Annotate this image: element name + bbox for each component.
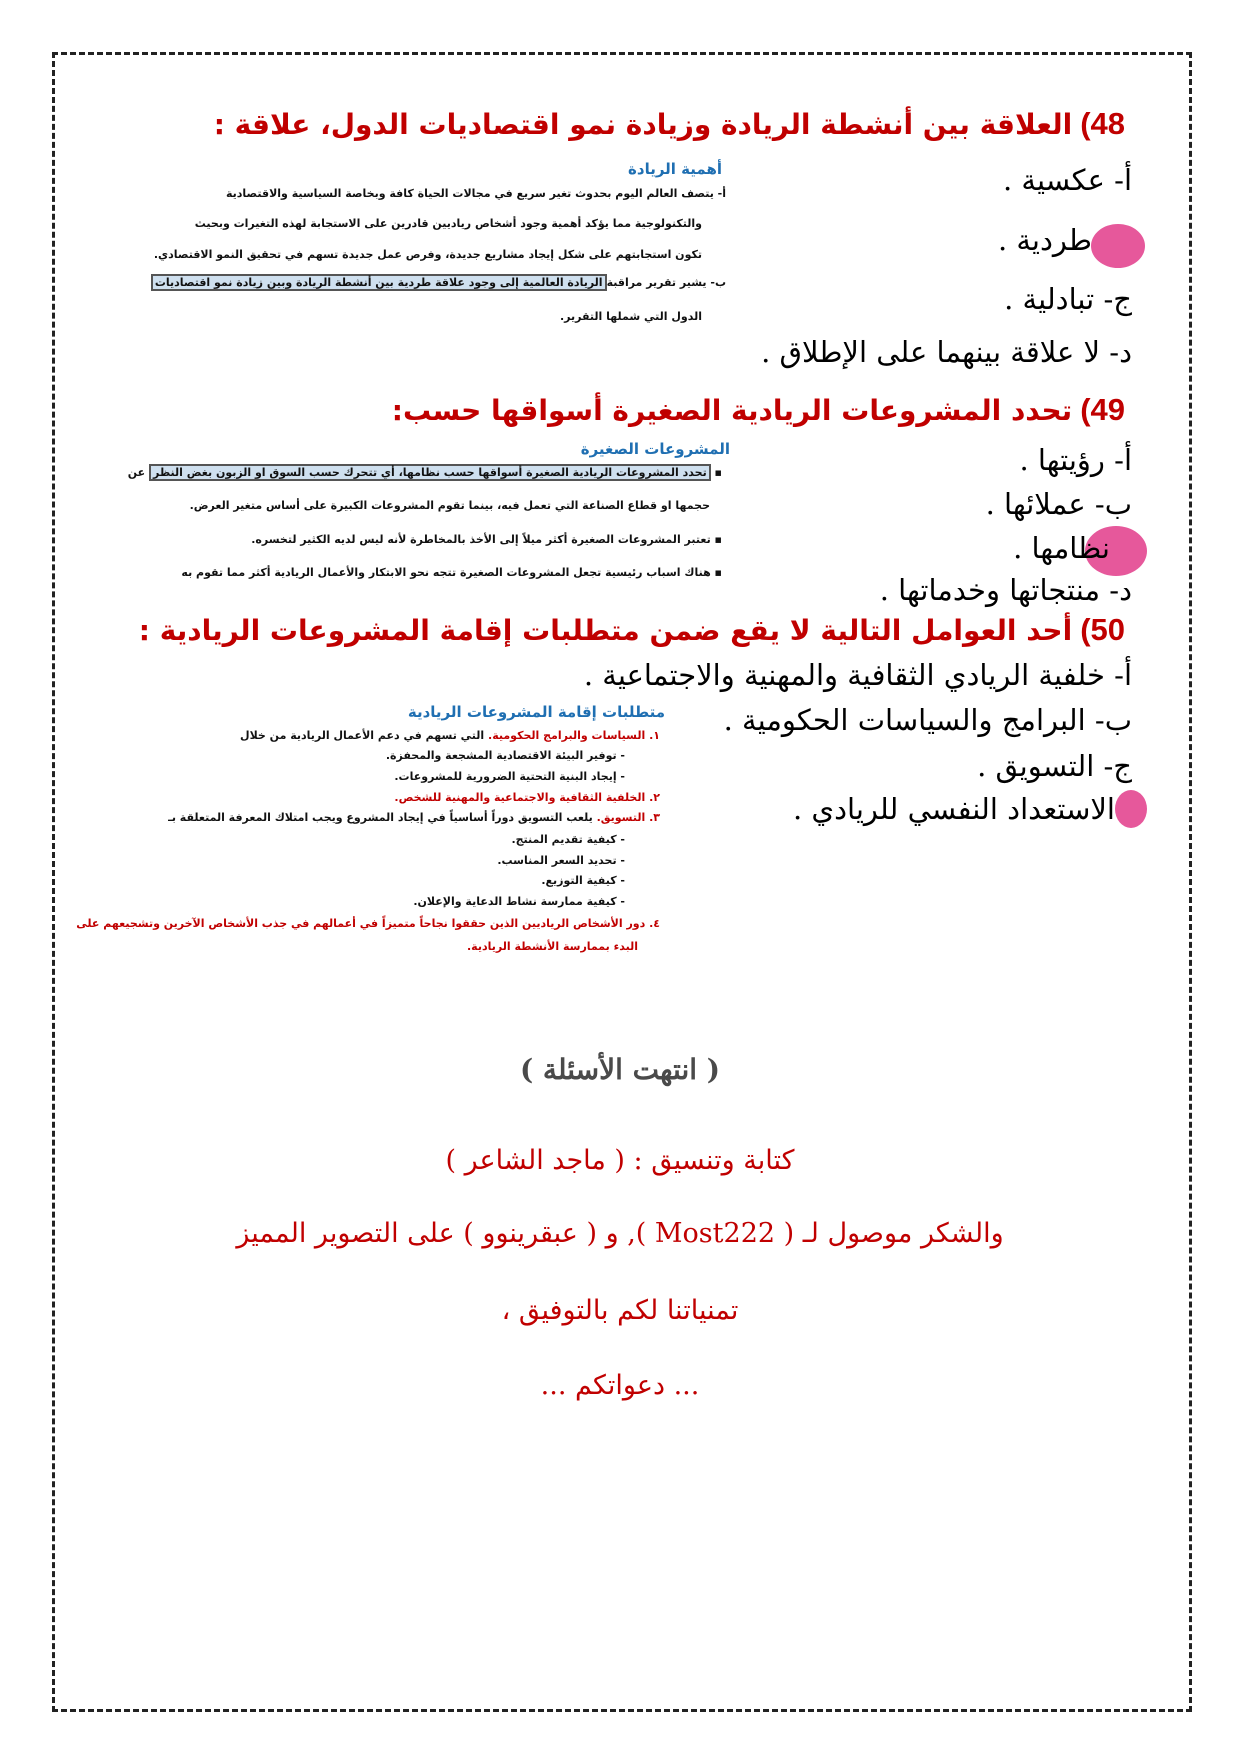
excerpt-line: ٤. دور الأشخاص الرياديين الذين حققوا نجاحاً متميزاً في أعمالهم في جذب الأشخاص الآخرين وتشجيعهم على xyxy=(76,917,660,930)
question-number: 50) xyxy=(1080,612,1125,647)
excerpt-line xyxy=(251,533,722,546)
excerpt-text: ٣. التسويق. xyxy=(596,811,660,824)
excerpt-line xyxy=(181,566,722,579)
wish-line: تمنياتنا لكم بالتوفيق ، xyxy=(501,1295,739,1326)
q49-option-a: أ- رؤيتها . xyxy=(1019,443,1132,477)
q48-option-d: د- لا علاقة بينهما على الإطلاق . xyxy=(761,335,1132,369)
question-number: 48) xyxy=(1080,106,1125,141)
excerpt-title: أهمية الريادة xyxy=(628,160,722,178)
question-text: العلاقة بين أنشطة الريادة وزيادة نمو اقتصاديات الدول، علاقة : xyxy=(213,108,1073,141)
question-49-title xyxy=(392,392,1125,428)
excerpt-text: ١. السياسات والبرامج الحكومية. xyxy=(488,729,660,742)
q50-option-b: ب- البرامج والسياسات الحكومية . xyxy=(723,703,1132,737)
excerpt-line: - إيجاد البنية التحتية الضرورية للمشروعات. xyxy=(394,770,625,783)
q49-option-c: نظامها . xyxy=(1013,531,1110,565)
bullet: ▪ xyxy=(710,533,722,546)
bullet: ▪ xyxy=(710,566,722,579)
excerpt-line: - كيفية ممارسة نشاط الدعاية والإعلان. xyxy=(413,895,625,908)
thanks-line: والشكر موصول لـ ( Most222 ), و ( عبقرينوو ) على التصوير المميز xyxy=(236,1218,1004,1249)
excerpt-title: المشروعات الصغيرة xyxy=(580,440,730,458)
credit-line: كتابة وتنسيق : ( ماجد الشاعر ) xyxy=(445,1145,795,1176)
q50-option-d: الاستعداد النفسي للريادي . xyxy=(792,792,1115,826)
excerpt-text: يلعب التسويق دوراً أساسياً في إيجاد المشروع ويجب امتلاك المعرفة المتعلقة بـ xyxy=(168,811,597,824)
excerpt-line: حجمها او قطاع الصناعة التي تعمل فيه، بينما تقوم المشروعات الكبيرة على أساس متغير العرض. xyxy=(189,499,710,512)
excerpt-highlight: تحدد المشروعات الريادية الصغيرة أسواقها حسب نظامها، أي تتحرك حسب السوق او الزبون بغض النظر xyxy=(149,464,711,481)
end-of-questions: ( انتهت الأسئلة ) xyxy=(519,1053,721,1086)
excerpt-line: ٢. الخلفية الثقافية والاجتماعية والمهنية للشخص. xyxy=(394,791,660,804)
excerpt-text: ب- يشير تقرير مراقبة xyxy=(606,276,726,289)
answer-mark-circle xyxy=(1091,224,1145,268)
q50-option-c: ج- التسويق . xyxy=(977,749,1132,783)
q48-option-b: طردية . xyxy=(997,223,1092,257)
excerpt-line xyxy=(128,466,722,479)
excerpt-line xyxy=(168,811,660,824)
excerpt-line: والتكنولوجية مما يؤكد أهمية وجود أشخاص رياديين قادرين على الاستجابة لهذه التغيرات وبحيث xyxy=(194,217,702,230)
excerpt-title: متطلبات إقامة المشروعات الريادية xyxy=(407,703,665,721)
excerpt-line xyxy=(240,729,660,742)
q49-option-b: ب- عملائها . xyxy=(985,487,1132,521)
prayers-line: ... دعواتكم ... xyxy=(540,1370,700,1401)
excerpt-line: البدء بممارسة الأنشطة الريادية. xyxy=(467,940,638,953)
excerpt-text: تعتبر المشروعات الصغيرة أكثر ميلاً إلى الأخذ بالمخاطرة لأنه ليس لديه الكثير لتخسره. xyxy=(251,533,711,546)
question-50-title xyxy=(139,612,1125,648)
excerpt-line: - كيفية تقديم المنتج. xyxy=(511,833,625,846)
bullet: ▪ xyxy=(710,466,722,479)
q49-option-d: د- منتجاتها وخدماتها . xyxy=(879,573,1132,607)
excerpt-line xyxy=(151,276,726,289)
excerpt-line: تكون استجابتهم على شكل إيجاد مشاريع جديدة، وفرص عمل جديدة تسهم في تحقيق النمو الاقتصادي. xyxy=(153,248,702,261)
excerpt-line: - كيفية التوزيع. xyxy=(541,874,625,887)
question-text: أحد العوامل التالية لا يقع ضمن متطلبات إقامة المشروعات الريادية : xyxy=(138,614,1073,647)
q48-option-a: أ- عكسية . xyxy=(1003,163,1132,197)
excerpt-line: - تحديد السعر المناسب. xyxy=(497,854,625,867)
question-48-title xyxy=(214,106,1125,142)
q48-option-c: ج- تبادلية . xyxy=(1004,282,1132,316)
answer-mark-circle xyxy=(1115,790,1147,828)
excerpt-text: هناك اسباب رئيسية تجعل المشروعات الصغيرة تتجه نحو الابتكار والأعمال الريادية أكثر مما تقوم به xyxy=(181,566,711,579)
excerpt-line: - توفير البيئة الاقتصادية المشجعة والمحفزة. xyxy=(385,749,625,762)
excerpt-line: الدول التي شملها التقرير. xyxy=(559,310,702,323)
excerpt-text: عن xyxy=(127,466,146,479)
excerpt-text: التي تسهم في دعم الأعمال الريادية من خلال xyxy=(240,729,489,742)
excerpt-line: أ- يتصف العالم اليوم بحدوث تغير سريع في مجالات الحياة كافة وبخاصة السياسية والاقتصادية xyxy=(225,187,726,200)
question-text: تحدد المشروعات الريادية الصغيرة أسواقها حسب: xyxy=(391,394,1073,427)
q50-option-a: أ- خلفية الريادي الثقافية والمهنية والاجتماعية . xyxy=(583,658,1132,692)
question-number: 49) xyxy=(1080,392,1125,427)
excerpt-highlight: الريادة العالمية إلى وجود علاقة طردية بين أنشطة الريادة وبين زيادة نمو اقتصاديات xyxy=(151,274,607,291)
